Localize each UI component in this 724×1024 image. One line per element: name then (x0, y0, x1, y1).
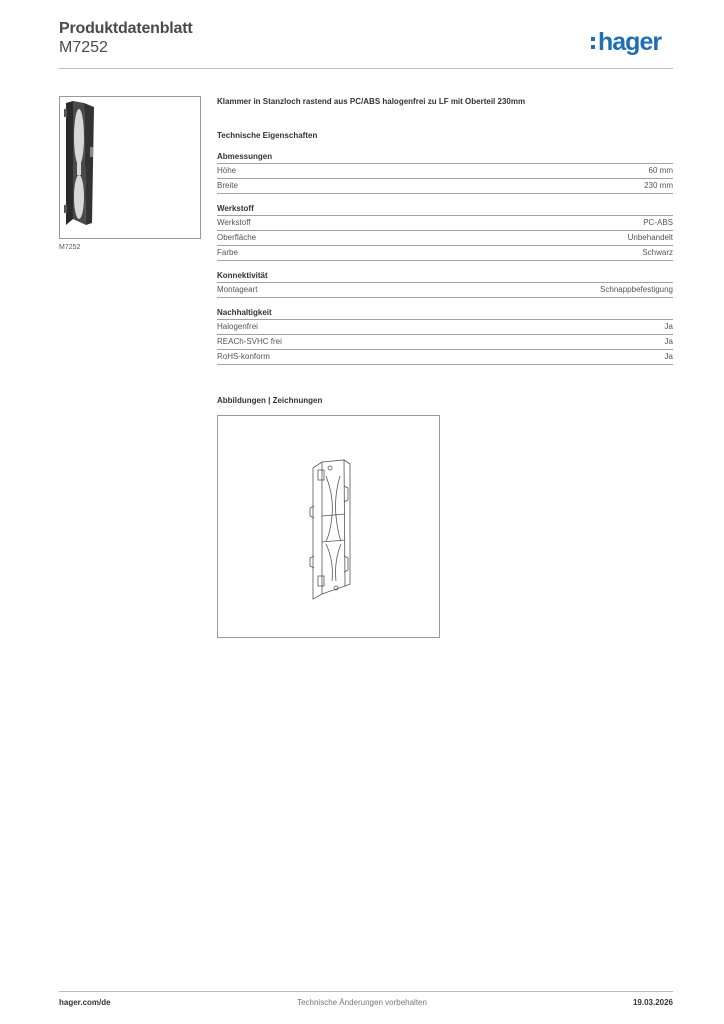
spec-label: Oberfläche (217, 233, 257, 242)
spec-value: 230 mm (644, 181, 673, 190)
spec-group-title: Konnektivität (217, 270, 673, 283)
bracket-clip-image (60, 97, 200, 238)
spec-value: Ja (664, 352, 673, 361)
spec-group-title: Werkstoff (217, 203, 673, 216)
spec-value: Ja (664, 322, 673, 331)
spec-label: Breite (217, 181, 238, 190)
spec-label: Werkstoff (217, 218, 251, 227)
product-description: Klammer in Stanzloch rastend aus PC/ABS halogenfrei zu LF mit Oberteil 230mm (217, 97, 526, 106)
spec-label: RoHS-konform (217, 352, 270, 361)
spec-row (217, 283, 673, 298)
figures-heading: Abbildungen | Zeichnungen (217, 396, 323, 405)
spec-row (217, 350, 673, 365)
spec-group-abmessungen (217, 151, 673, 194)
header-divider (59, 68, 673, 69)
spec-row (217, 335, 673, 350)
spec-label: Farbe (217, 248, 238, 257)
bracket-drawing-image (218, 416, 439, 637)
spec-value: Schwarz (642, 248, 673, 257)
spec-row (217, 246, 673, 261)
spec-group-nachhaltigkeit (217, 307, 673, 365)
footer-notice: Technische Änderungen vorbehalten (297, 998, 427, 1007)
spec-row (217, 216, 673, 231)
spec-value: Ja (664, 337, 673, 346)
spec-group-title: Nachhaltigkeit (217, 307, 673, 320)
spec-row (217, 164, 673, 179)
spec-group-title: Abmessungen (217, 151, 673, 164)
spec-row (217, 179, 673, 194)
spec-label: Montageart (217, 285, 258, 294)
figure-frame (217, 415, 440, 638)
spec-value: PC-ABS (643, 218, 673, 227)
technical-heading: Technische Eigenschaften (217, 131, 318, 140)
spec-value: Schnappbefestigung (600, 285, 673, 294)
thumbnail-caption: M7252 (59, 244, 81, 251)
footer-date: 19.03.2026 (632, 998, 673, 1007)
spec-label: REACh-SVHC frei (217, 337, 282, 346)
hager-logo (591, 28, 661, 56)
document-title: Produktdatenblatt (59, 20, 193, 37)
spec-label: Halogenfrei (217, 322, 258, 331)
spec-value: 60 mm (648, 166, 673, 175)
spec-group-konnektivitaet (217, 270, 673, 298)
spec-group-werkstoff (217, 203, 673, 261)
spec-row (217, 320, 673, 335)
logo-colon-icon (591, 28, 597, 56)
logo-text: hager (598, 28, 662, 56)
spec-row (217, 231, 673, 246)
product-code: M7252 (59, 39, 108, 56)
footer-divider (59, 991, 673, 992)
spec-label: Höhe (217, 166, 237, 175)
product-details (217, 96, 673, 365)
footer-website[interactable]: hager.com/de (59, 998, 111, 1007)
product-thumbnail (59, 96, 201, 239)
spec-value: Unbehandelt (627, 233, 673, 242)
